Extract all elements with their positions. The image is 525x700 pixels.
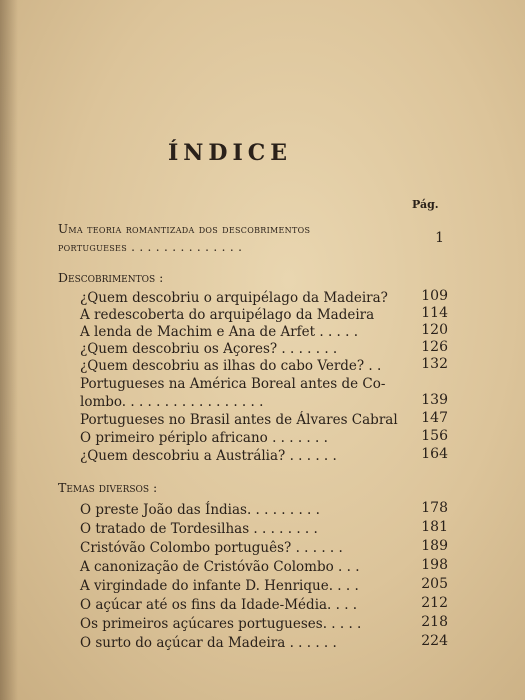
section-label-temas-diversos: Temas diversos : xyxy=(58,480,158,495)
toc-page: 139 xyxy=(421,392,448,408)
toc-page: 126 xyxy=(421,339,448,355)
toc-entry: O preste João das Índias. . . . . . . . . xyxy=(80,502,320,518)
intro-line-2: portugueses . . . . . . . . . . . . . . xyxy=(58,240,243,254)
intro-page: 1 xyxy=(435,230,444,246)
toc-page: 189 xyxy=(421,538,448,554)
toc-entry: O açúcar até os fins da Idade-Média. . . . xyxy=(80,597,358,613)
toc-page: 156 xyxy=(421,428,448,444)
toc-entry: A canonização de Cristóvão Colombo . . . xyxy=(80,559,360,575)
toc-page: 178 xyxy=(421,500,448,516)
page-column-label: Pág. xyxy=(412,198,439,211)
toc-entry: Portugueses no Brasil antes de Álvares Cabral xyxy=(80,412,398,428)
toc-entry: ¿Quem descobriu a Austrália? . . . . . . xyxy=(80,448,337,464)
toc-page: 147 xyxy=(421,410,448,426)
toc-page: 114 xyxy=(421,305,448,321)
toc-entry: lombo. . . . . . . . . . . . . . . . . xyxy=(80,394,264,410)
spine-shadow xyxy=(0,0,18,700)
toc-entry: O tratado de Tordesilhas . . . . . . . . xyxy=(80,521,318,537)
page-title: ÍNDICE xyxy=(167,140,293,166)
toc-page: 224 xyxy=(421,633,448,649)
toc-entry: Cristóvão Colombo português? . . . . . . xyxy=(80,540,343,556)
toc-page: 164 xyxy=(421,446,448,462)
toc-entry: A redescoberta do arquipélago da Madeira xyxy=(80,307,375,323)
toc-page: 212 xyxy=(421,595,448,611)
section-label-descobrimentos: Descobrimentos : xyxy=(58,270,164,285)
toc-page: 132 xyxy=(421,356,448,372)
toc-page: 181 xyxy=(421,519,448,535)
toc-entry: Os primeiros açúcares portugueses. . . . . xyxy=(80,616,362,632)
toc-entry: A lenda de Machim e Ana de Arfet . . . . . xyxy=(80,324,358,340)
toc-entry: ¿Quem descobriu os Açores? . . . . . . . xyxy=(80,341,338,357)
intro-line-1: Uma teoria romantizada dos descobrimentos xyxy=(58,222,311,236)
toc-page: 109 xyxy=(421,288,448,304)
toc-page: 205 xyxy=(421,576,448,592)
toc-entry: ¿Quem descobriu as ilhas do cabo Verde? . . xyxy=(80,358,382,374)
toc-page: 218 xyxy=(421,614,448,630)
toc-page: 198 xyxy=(421,557,448,573)
toc-entry: Portugueses na América Boreal antes de Co- xyxy=(80,376,386,392)
toc-entry: ¿Quem descobriu o arquipélago da Madeira? xyxy=(80,290,388,306)
toc-entry: O surto do açúcar da Madeira . . . . . . xyxy=(80,635,337,651)
toc-entry: O primeiro périplo africano . . . . . . . xyxy=(80,430,328,446)
toc-page: 120 xyxy=(421,322,448,338)
toc-entry: A virgindade do infante D. Henrique. . . . xyxy=(80,578,359,594)
